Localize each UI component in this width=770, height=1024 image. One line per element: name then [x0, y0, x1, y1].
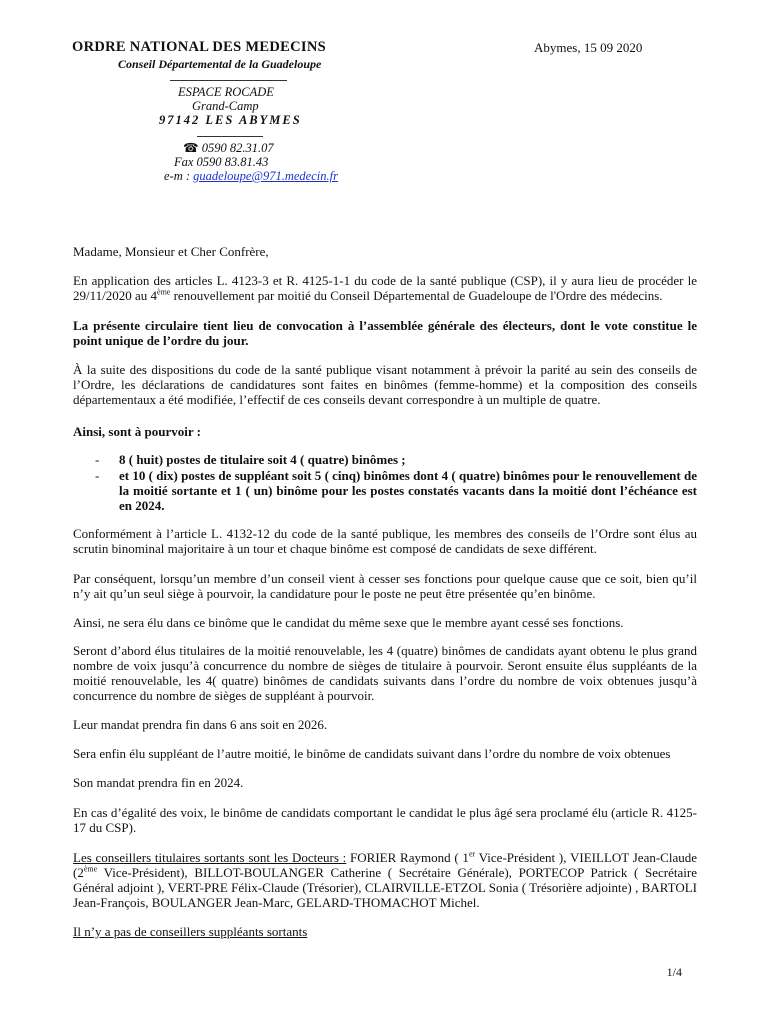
p13-text-c: Vice-Président), BILLOT-BOULANGER Catherine ( Secrétaire Générale), PORTECOP Patrick ( Secrétaire Général adjoint ), VERT-PRE Félix-Claude (Trésorier), CLAIRVILLE-ETZOL Sonia ( Trésorière adjointe) , BARTOLI Jean-François, BOULANGER Jean-Marc, GELARD-THOMACHOT Michel.	[73, 865, 697, 910]
paragraph-application	[73, 273, 697, 303]
outgoing-members-label: Les conseillers titulaires sortants sont les Docteurs :	[73, 850, 347, 865]
email-link[interactable]: guadeloupe@971.medecin.fr	[193, 169, 338, 183]
paragraph-outgoing-members	[73, 850, 697, 910]
list-dash: -	[95, 452, 100, 467]
p13-superscript-1: er	[468, 849, 476, 859]
paragraph-article: Conformément à l’article L. 4132-12 du code de la santé publique, les membres des conseils de l’Ordre sont élus au scrutin binominal majoritaire à un tour et chaque binôme est composé de candidats de sexe différent.	[73, 526, 697, 556]
salutation: Madame, Monsieur et Cher Confrère,	[73, 244, 269, 259]
telephone-icon: ☎	[183, 141, 199, 155]
paragraph-election-order: Seront d’abord élus titulaires de la moitié renouvelable, les 4 (quatre) binômes de candidats ayant obtenu le plus grand nombre de voix jusqu’à concurrence du nombre de sièges de titulaire à pourvoir. Seront ensuite élus suppléants de la moitié renouvelable, les 4( quatre) binômes de candidats suivants dans l’ordre du nombre de voix obtenues jusqu’à concurrence du nombre de sièges de suppléant à pourvoir.	[73, 643, 697, 703]
paragraph-same-sex: Ainsi, ne sera élu dans ce binôme que le candidat du même sexe que le membre ayant cessé ses fonctions.	[73, 615, 624, 630]
paragraph-tie: En cas d’égalité des voix, le binôme de candidats comportant le candidat le plus âgé sera proclamé élu (article R. 4125-17 du CSP).	[73, 805, 697, 835]
list-item-text: 8 ( huit) postes de titulaire soit 4 ( quatre) binômes ;	[119, 452, 406, 467]
address-divider	[197, 136, 263, 137]
paragraph-convocation: La présente circulaire tient lieu de convocation à l’assemblée générale des électeurs, dont le vote constitue le point unique de l’ordre du jour.	[73, 318, 697, 348]
page-number: 1/4	[666, 965, 682, 979]
paragraph-mandate-2026: Leur mandat prendra fin dans 6 ans soit en 2026.	[73, 717, 328, 732]
header-divider	[170, 80, 287, 81]
list-item	[97, 452, 697, 467]
organization-name: ORDRE NATIONAL DES MEDECINS	[72, 39, 326, 55]
list-dash: -	[95, 468, 100, 483]
paragraph-consequence: Par conséquent, lorsqu’un membre d’un conseil vient à cesser ses fonctions pour quelque cause que ce soit, bien qu’il n’y ait qu’un seul siège à pourvoir, la candidature pour le poste ne peut être présentée qu’en binôme.	[73, 571, 697, 601]
p13-text-a: FORIER Raymond ( 1	[346, 850, 469, 865]
list-item-text: et 10 ( dix) postes de suppléant soit 5 ( cinq) binômes dont 4 ( quatre) binômes pour le renouvellement de la moitié sortante et 1 ( un) binôme pour les postes constatés vacants dans la moitié dont l’échéance est en 2024.	[119, 468, 697, 513]
paragraph-to-fill: Ainsi, sont à pourvoir :	[73, 424, 201, 439]
email-line	[164, 169, 338, 184]
address-line-2: Grand-Camp	[192, 99, 259, 113]
paragraph-other-half: Sera enfin élu suppléant de l’autre moitié, le binôme de candidats suivant dans l’ordre du nombre de voix obtenues	[73, 746, 671, 761]
phone-line	[183, 141, 274, 156]
fax-number: Fax 0590 83.81.43	[174, 155, 269, 169]
list-item	[97, 468, 697, 513]
email-label: e-m :	[164, 169, 191, 183]
phone-number: 0590 82.31.07	[201, 141, 274, 155]
p1-text-b: renouvellement par moitié du Conseil Départemental de Guadeloupe de l'Ordre des médecins.	[170, 288, 663, 303]
paragraph-no-substitutes: Il n’y a pas de conseillers suppléants sortants	[73, 924, 308, 939]
address-line-1: ESPACE ROCADE	[178, 85, 274, 99]
address-line-3: 97142 LES ABYMES	[159, 113, 302, 127]
paragraph-parity: À la suite des dispositions du code de la santé publique visant notamment à prévoir la parité au sein des conseils de l’Ordre, les déclarations de candidatures sont faites en binômes (femme-homme) et la composition des conseils départementaux a été modifiée, l’effectif de ces conseils devant correspondre à un multiple de quatre.	[73, 362, 697, 407]
p1-superscript: ème	[157, 287, 171, 297]
p1-text-a: En application des articles L. 4123-3 et R. 4125-1-1 du code de la santé publique (CSP), il y aura lieu de procéder le 29/11/2020 au 4	[73, 273, 697, 303]
positions-list	[97, 452, 697, 513]
paragraph-mandate-2024: Son mandat prendra fin en 2024.	[73, 775, 244, 790]
letter-date: Abymes, 15 09 2020	[534, 40, 643, 55]
council-name: Conseil Départemental de la Guadeloupe	[118, 57, 322, 71]
p13-text-b: Vice-Président ), VIEILLOT Jean-Claude (2	[73, 850, 697, 880]
p13-superscript-2: ème	[83, 864, 98, 874]
